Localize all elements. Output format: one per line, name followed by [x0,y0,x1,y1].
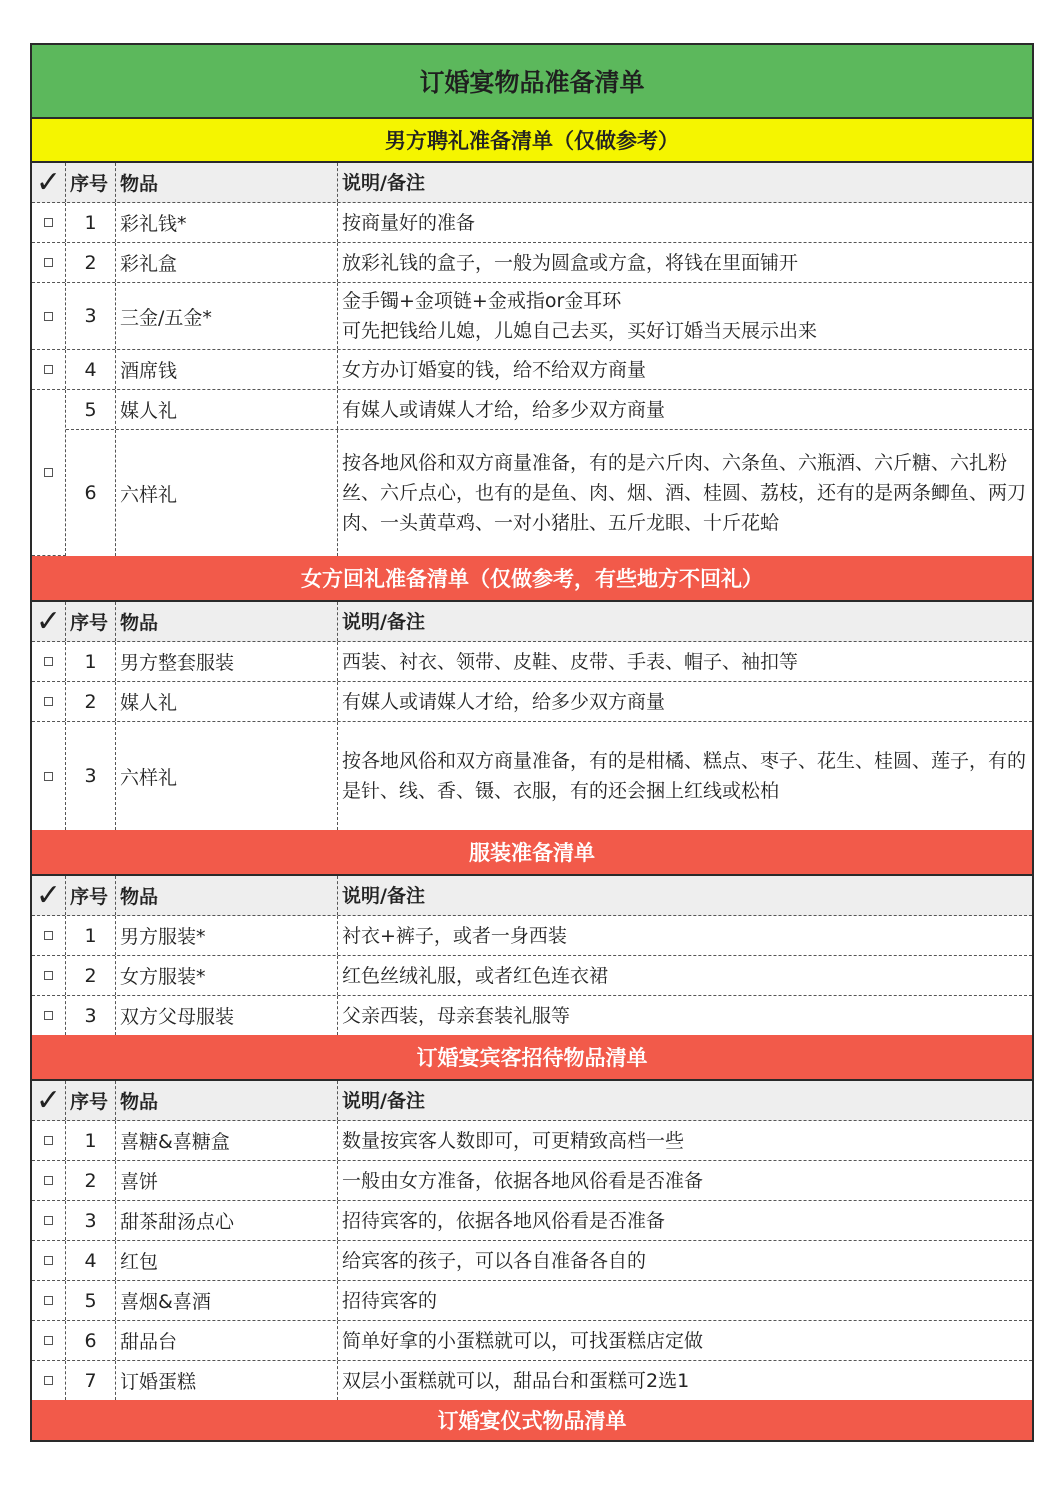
checkbox[interactable] [44,365,53,374]
row-item: 双方父母服装 [116,996,338,1035]
row-note: 按商量好的准备 [342,211,476,234]
row-no: 3 [66,283,116,349]
row-note: 按各地风俗和双方商量准备，有的是柑橘、糕点、枣子、花生、桂圆、莲子，有的是针、线、香、镊、衣服，有的还会捆上红线或松柏 [342,750,1027,802]
checkbox[interactable] [44,1296,53,1305]
header-item: 物品 [116,163,338,202]
row-note: 有媒人或请媒人才给，给多少双方商量 [342,690,666,713]
table-row [32,350,1032,390]
row-item: 女方服装* [116,956,338,995]
section-title-bride-return-gifts: 女方回礼准备清单（仅做参考，有些地方不回礼） [32,556,1032,602]
row-item: 红包 [116,1241,338,1280]
row-item: 喜烟&喜酒 [116,1281,338,1320]
row-item: 三金/五金* [116,283,338,349]
table-row [32,956,1032,996]
row-note: 有媒人或请媒人才给，给多少双方商量 [342,398,666,421]
row-no: 1 [66,203,116,242]
row-note: 招待宾客的，依据各地风俗看是否准备 [342,1209,666,1232]
checkmark-icon: ✓ [35,877,62,913]
row-item: 彩礼钱* [116,203,338,242]
header-no: 序号 [66,163,116,202]
checklist-sheet [30,43,1034,1442]
table-row [32,996,1032,1035]
checkbox[interactable] [44,1011,53,1020]
checkbox[interactable] [44,1256,53,1265]
table-row [32,243,1032,283]
table-header [32,876,1032,916]
header-note: 说明/备注 [342,610,425,633]
row-no: 5 [66,1281,116,1320]
header-note: 说明/备注 [342,171,425,194]
table-row [32,642,1032,682]
header-item: 物品 [116,602,338,641]
row-no: 2 [66,682,116,721]
table-row [32,916,1032,956]
row-item: 喜糖&喜糖盒 [116,1121,338,1160]
header-note: 说明/备注 [342,884,425,907]
row-item: 六样礼 [116,722,338,830]
row-note: 招待宾客的 [342,1289,438,1312]
row-item: 彩礼盒 [116,243,338,282]
row-note: 西装、衬衣、领带、皮鞋、皮带、手表、帽子、袖扣等 [342,650,799,673]
table-row [66,390,1032,430]
checkmark-icon: ✓ [35,1082,62,1118]
row-note: 双层小蛋糕就可以，甜品台和蛋糕可2选1 [342,1369,690,1392]
table-row [32,722,1032,830]
row-note: 父亲西装，母亲套装礼服等 [342,1004,571,1027]
section-title-ceremony: 订婚宴仪式物品清单 [32,1400,1032,1440]
row-item: 酒席钱 [116,350,338,389]
table-row [32,1241,1032,1281]
checkbox[interactable] [44,312,53,321]
row-item: 男方整套服装 [116,642,338,681]
row-note: 放彩礼钱的盒子，一般为圆盒或方盒，将钱在里面铺开 [342,251,799,274]
row-no: 2 [66,956,116,995]
checkbox[interactable] [44,931,53,940]
section-title-groom-gifts: 男方聘礼准备清单（仅做参考） [32,119,1032,163]
table-row [32,682,1032,722]
row-note-line2: 可先把钱给儿媳，儿媳自己去买，买好订婚当天展示出来 [342,320,818,342]
row-no: 2 [66,243,116,282]
table-row [32,203,1032,243]
row-no: 2 [66,1161,116,1200]
checkbox[interactable] [44,971,53,980]
checkbox[interactable] [44,1136,53,1145]
checkbox[interactable] [44,468,53,477]
row-note: 简单好拿的小蛋糕就可以，可找蛋糕店定做 [342,1329,704,1352]
header-no: 序号 [66,602,116,641]
row-no: 3 [66,1201,116,1240]
table-header [32,1081,1032,1121]
checkbox[interactable] [44,697,53,706]
row-no: 3 [66,722,116,830]
checkbox[interactable] [44,218,53,227]
table-row [66,430,1032,556]
row-no: 4 [66,1241,116,1280]
row-note: 按各地风俗和双方商量准备，有的是六斤肉、六条鱼、六瓶酒、六斤糖、六扎粉丝、六斤点心，也有的是鱼、肉、烟、酒、桂圆、荔枝，还有的是两条鲫鱼、两刀肉、一头黄草鸡、一对小猪肚、五斤龙眼、十斤花蛤 [342,452,1027,534]
row-item: 甜茶甜汤点心 [116,1201,338,1240]
header-item: 物品 [116,1081,338,1120]
section-title-guest-reception: 订婚宴宾客招待物品清单 [32,1035,1032,1081]
table-row [32,1361,1032,1400]
row-no: 4 [66,350,116,389]
checkbox[interactable] [44,1216,53,1225]
row-item: 男方服装* [116,916,338,955]
row-note: 衬衣+裤子，或者一身西装 [342,924,567,947]
checkbox[interactable] [44,1336,53,1345]
row-note-line1: 金手镯+金项链+金戒指or金耳环 [342,290,622,312]
table-row [32,1121,1032,1161]
row-item: 媒人礼 [116,390,338,429]
row-no: 3 [66,996,116,1035]
merged-rows-group [32,390,1032,556]
merged-checkbox-cell [32,390,66,556]
row-item: 六样礼 [116,430,338,556]
table-header [32,602,1032,642]
sheet-title: 订婚宴物品准备清单 [32,45,1032,119]
table-header [32,163,1032,203]
header-no: 序号 [66,876,116,915]
row-no: 6 [66,430,116,556]
row-note: 给宾客的孩子，可以各自准备各自的 [342,1249,647,1272]
row-item: 订婚蛋糕 [116,1361,338,1400]
checkmark-icon: ✓ [35,164,62,200]
checkbox[interactable] [44,1376,53,1385]
row-note: 一般由女方准备，依据各地风俗看是否准备 [342,1169,704,1192]
table-row [32,1281,1032,1321]
checkbox[interactable] [44,258,53,267]
header-no: 序号 [66,1081,116,1120]
row-item: 媒人礼 [116,682,338,721]
checkbox[interactable] [44,772,53,781]
checkmark-icon: ✓ [35,603,62,639]
row-item: 甜品台 [116,1321,338,1360]
table-row [32,1321,1032,1361]
section-title-clothing: 服装准备清单 [32,830,1032,876]
row-no: 1 [66,642,116,681]
row-item: 喜饼 [116,1161,338,1200]
checkbox[interactable] [44,657,53,666]
header-note: 说明/备注 [342,1089,425,1112]
checkbox[interactable] [44,1176,53,1185]
row-no: 5 [66,390,116,429]
table-row [32,283,1032,350]
row-note: 数量按宾客人数即可，可更精致高档一些 [342,1129,685,1152]
table-row [32,1201,1032,1241]
row-no: 7 [66,1361,116,1400]
row-no: 1 [66,916,116,955]
row-note: 红色丝绒礼服，或者红色连衣裙 [342,964,609,987]
header-item: 物品 [116,876,338,915]
row-no: 1 [66,1121,116,1160]
row-no: 6 [66,1321,116,1360]
row-note [338,283,1032,349]
row-note: 女方办订婚宴的钱，给不给双方商量 [342,358,647,381]
table-row [32,1161,1032,1201]
